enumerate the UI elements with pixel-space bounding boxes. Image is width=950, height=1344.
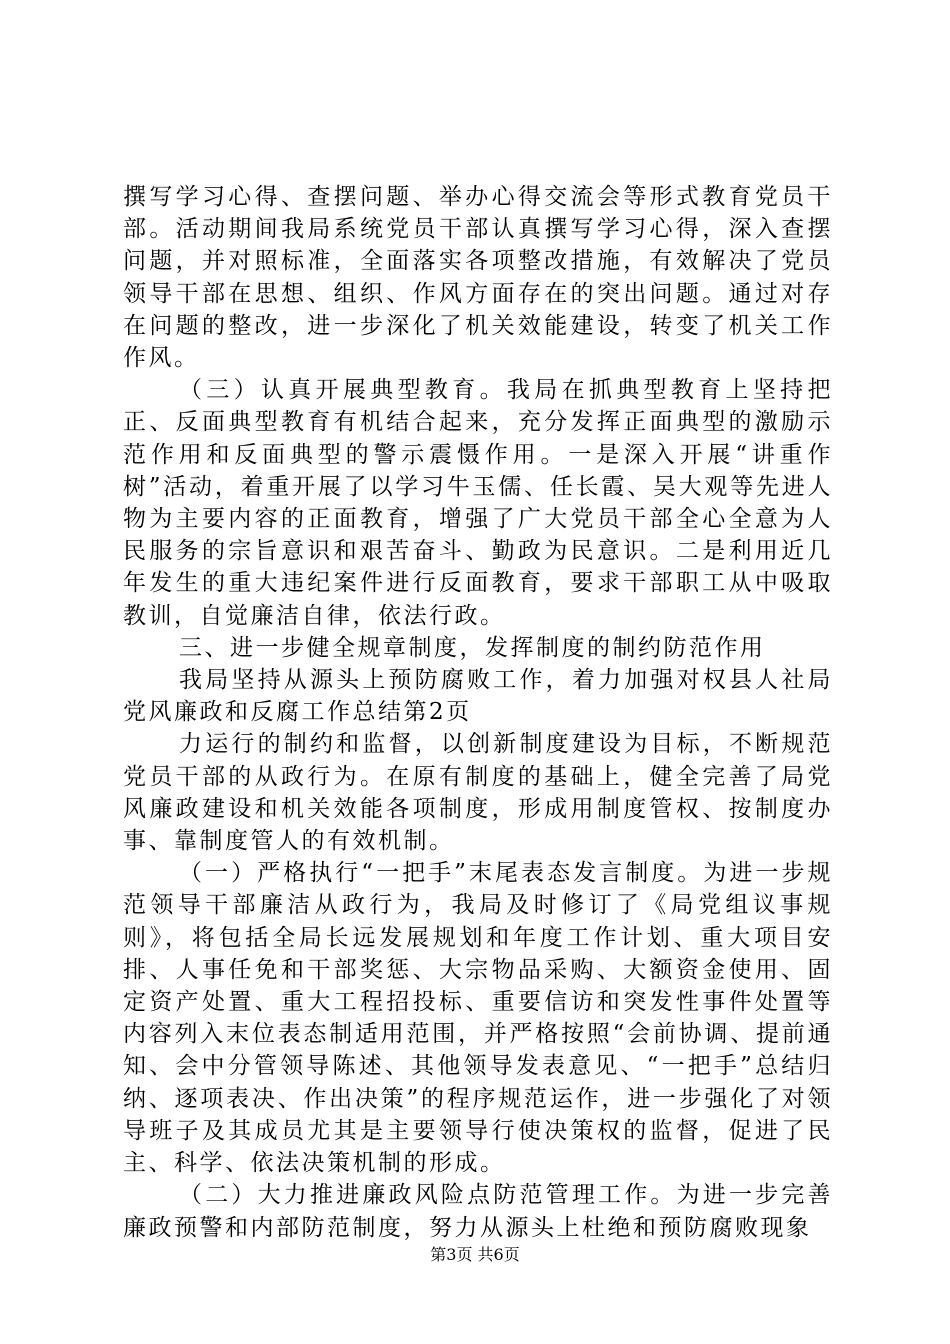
page-footer — [0, 1245, 950, 1265]
paragraph-2: （三）认真开展典型教育。我局在抓典型教育上坚持把正、反面典型教育有机结合起来，充分发挥正面典型的激励示范作用和反面典型的警示震慑作用。一是深入开展“讲重作树”活动，着重开展了以学习牛玉儒、任长霞、吴大观等先进人物为主要内容的正面教育，增强了广大党员干部全心全意为人民服务的宗旨意识和艰苦奋斗、勤政为民意识。二是利用近几年发生的重大违纪案件进行反面教育，要求干部职工从中吸取教训，自觉廉洁自律，依法行政。 — [123, 377, 833, 629]
document-body — [123, 181, 833, 1244]
page-number: 第3页 共6页 — [430, 1245, 520, 1264]
paragraph-1: 撰写学习心得、查摆问题、举办心得交流会等形式教育党员干部。活动期间我局系统党员干部认真撰写学习心得，深入查摆问题，并对照标准，全面落实各项整改措施，有效解决了党员领导干部在思想、组织、作风方面存在的突出问题。通过对存在问题的整改，进一步深化了机关效能建设，转变了机关工作作风。 — [123, 184, 833, 372]
paragraph-4: 我局坚持从源头上预防腐败工作，着力加强对权县人社局党风廉政和反腐工作总结第2页 — [123, 667, 833, 726]
paragraph-7: （二）大力推进廉政风险点防范管理工作。为进一步完善廉政预警和内部防范制度，努力从源头上杜绝和预防腐败现象 — [123, 1182, 833, 1241]
paragraph-6: （一）严格执行“一把手”末尾表态发言制度。为进一步规范领导干部廉洁从政行为，我局及时修订了《局党组议事规则》，将包括全局长远发展规划和年度工作计划、重大项目安排、人事任免和干部奖惩、大宗物品采购、大额资金使用、固定资产处置、重大工程招投标、重要信访和突发性事件处置等内容列入末位表态制适用范围，并严格按照“会前协调、提前通知、会中分管领导陈述、其他领导发表意见、“一把手”总结归纳、逐项表决、作出决策”的程序规范运作，进一步强化了对领导班子及其成员尤其是主要领导行使决策权的监督，促进了民主、科学、依法决策机制的形成。 — [123, 860, 833, 1177]
section-heading-3: 三、进一步健全规章制度，发挥制度的制约防范作用 — [179, 634, 766, 661]
paragraph-5: 力运行的制约和监督，以创新制度建设为目标，不断规范党员干部的从政行为。在原有制度的基础上，健全完善了局党风廉政建设和机关效能各项制度，形成用制度管权、按制度办事、靠制度管人的有效机制。 — [123, 731, 833, 855]
